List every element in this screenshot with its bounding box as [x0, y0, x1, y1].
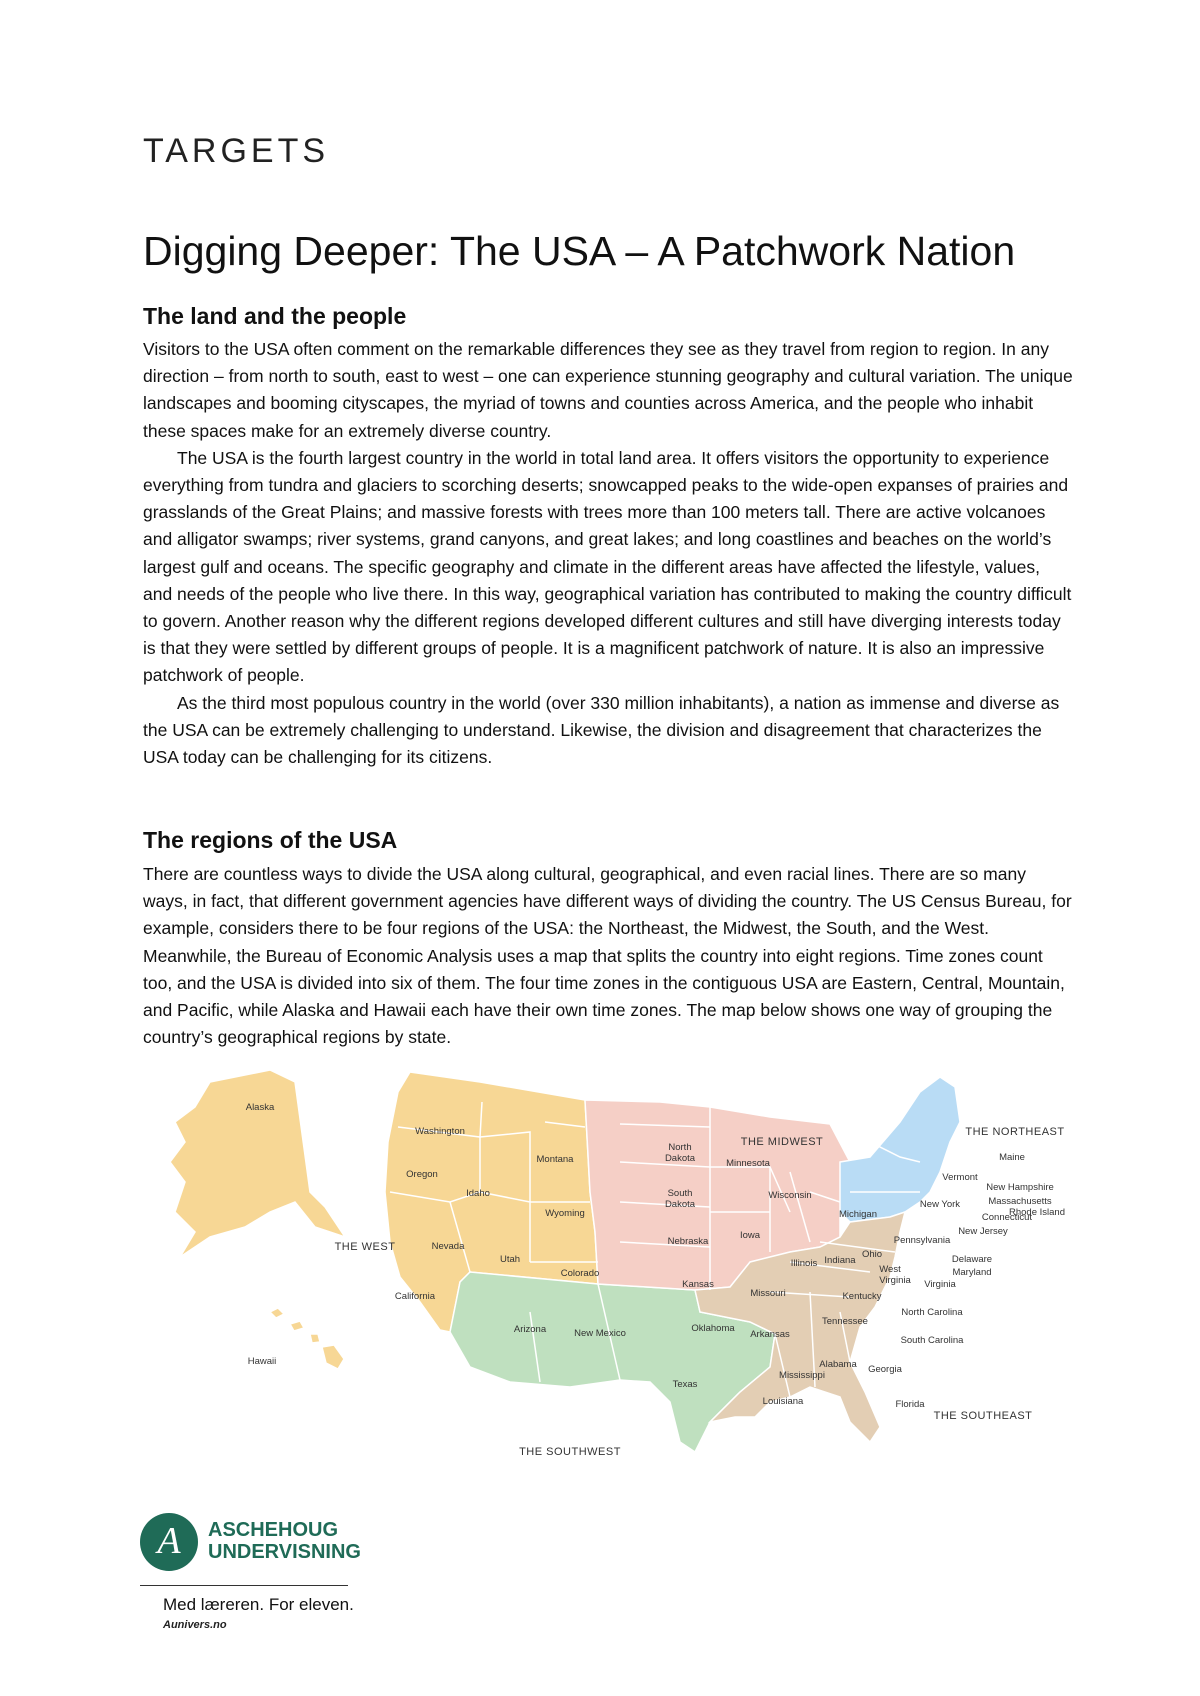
logo-line-1: ASCHEHOUG	[208, 1519, 339, 1541]
section-body-land-people	[143, 336, 1073, 771]
state-label-georgia: Georgia	[868, 1364, 902, 1375]
state-label-new-york: New York	[919, 1199, 961, 1210]
aschehoug-logo	[140, 1513, 360, 1573]
state-label-wyoming: Wyoming	[545, 1208, 585, 1219]
state-label-south-dakota-2: Dakota	[664, 1199, 696, 1210]
paragraph: The USA is the fourth largest country in the world in total land area. It offers visitors the opportunity to experience everything from tundra and glaciers to scorching deserts; snowcapped peaks to the wide-open expanses of prairies and grasslands of the Great Plains; and massive forests with trees more than 100 meters tall. There are active volcanoes and alligator swamps; river systems, grand canyons, and great lakes; and long coastlines and beaches on the world’s largest gulf and oceans. The specific geography and climate in the different areas have affected the lifestyle, values, and needs of the people who live there. In this way, geographical variation has contributed to making the country difficult to govern. Another reason why the different regions developed different cultures and still have diverging interests today is that they were settled by different groups of people. It is a magnificent patchwork of nature. It is also an impressive patchwork of people.	[143, 447, 1072, 686]
state-label-illinois: Illinois	[790, 1258, 818, 1269]
logo-wordmark	[208, 1519, 361, 1563]
region-label-southeast: THE SOUTHEAST	[933, 1410, 1033, 1422]
state-label-tennessee: Tennessee	[822, 1316, 868, 1327]
state-label-arkansas: Arkansas	[750, 1329, 790, 1340]
state-label-hawaii: Hawaii	[247, 1356, 277, 1367]
state-label-north-dakota-1: North	[668, 1142, 692, 1153]
footer-tagline: Med læreren. For eleven.	[163, 1595, 354, 1614]
footer-url: Aunivers.no	[163, 1619, 227, 1631]
state-label-oregon: Oregon	[406, 1169, 438, 1180]
state-label-new-mexico: New Mexico	[574, 1328, 626, 1339]
state-label-texas: Texas	[672, 1379, 698, 1390]
hawaii-shape	[270, 1308, 344, 1369]
state-label-pennsylvania: Pennsylvania	[893, 1235, 951, 1246]
logo-mark-icon: A	[140, 1513, 198, 1571]
paragraph: There are countless ways to divide the USA along cultural, geographical, and even racial lines. There are so many ways, in fact, that different government agencies have different ways of dividing the country. The US Census Bureau, for example, considers there to be four regions of the USA: the Northeast, the Midwest, the South, and the West. Meanwhile, the Bureau of Economic Analysis uses a map that splits the country into eight regions. Time zones count too, and the USA is divided into six of them. The four time zones in the contiguous USA are Eastern, Central, Mountain, and Pacific, while Alaska and Hawaii each have their own time zones. The map below shows one way of grouping the country’s geographical regions by state.	[143, 864, 1072, 1048]
state-label-kansas: Kansas	[682, 1279, 714, 1290]
state-label-louisiana: Louisiana	[762, 1396, 804, 1407]
state-label-north-carolina: North Carolina	[901, 1307, 963, 1318]
state-label-indiana: Indiana	[824, 1255, 856, 1266]
section-body-regions	[143, 861, 1073, 1051]
state-label-north-dakota-2: Dakota	[664, 1153, 696, 1164]
state-label-maine: Maine	[999, 1152, 1025, 1163]
state-label-west-virginia-1: West	[879, 1264, 901, 1275]
alaska-shape	[170, 1070, 345, 1257]
state-label-rhode-island: Rhode Island	[1009, 1207, 1065, 1218]
us-regions-map	[150, 1062, 1070, 1502]
state-label-missouri: Missouri	[750, 1288, 786, 1299]
region-label-northeast: THE NORTHEAST	[965, 1126, 1065, 1138]
logo-line-2: UNDERVISNING	[208, 1541, 361, 1563]
state-label-washington: Washington	[415, 1126, 465, 1137]
state-label-delaware: Delaware	[951, 1254, 993, 1265]
state-label-new-jersey: New Jersey	[958, 1226, 1008, 1237]
state-label-michigan: Michigan	[838, 1209, 878, 1220]
region-label-southwest: THE SOUTHWEST	[519, 1446, 621, 1458]
footer-divider	[140, 1585, 348, 1586]
state-label-utah: Utah	[499, 1254, 521, 1265]
state-label-idaho: Idaho	[466, 1188, 490, 1199]
state-label-oklahoma: Oklahoma	[691, 1323, 735, 1334]
state-label-nebraska: Nebraska	[667, 1236, 709, 1247]
region-label-midwest: THE MIDWEST	[740, 1136, 824, 1148]
state-label-ohio: Ohio	[861, 1249, 883, 1260]
state-label-arizona: Arizona	[513, 1324, 547, 1335]
paragraph: As the third most populous country in the world (over 330 million inhabitants), a nation as immense and diverse as the USA can be extremely challenging to understand. Likewise, the division and disagreement that characterizes the USA today can be challenging for its citizens.	[143, 692, 1060, 768]
region-label-west: THE WEST	[334, 1241, 396, 1253]
section-heading-regions: The regions of the USA	[143, 827, 398, 853]
state-label-connecticut: Connecticut	[981, 1212, 1033, 1223]
paragraph: Visitors to the USA often comment on the remarkable differences they see as they travel from region to region. In any direction – from north to south, east to west – one can experience stunning geography and cultural variation. The unique landscapes and booming cityscapes, the myriad of towns and counties across America, and the people who inhabit these spaces make for an extremely diverse country.	[143, 339, 1073, 441]
state-label-south-dakota-1: South	[667, 1188, 693, 1199]
state-label-california: California	[394, 1291, 436, 1302]
state-label-wisconsin: Wisconsin	[768, 1190, 812, 1201]
publication-brand: TARGETS	[143, 132, 330, 170]
state-label-maryland: Maryland	[952, 1267, 992, 1278]
state-label-alabama: Alabama	[819, 1359, 857, 1370]
page-title: Digging Deeper: The USA – A Patchwork Nation	[143, 228, 1016, 274]
state-label-vermont: Vermont	[942, 1172, 978, 1183]
state-label-iowa: Iowa	[739, 1230, 761, 1241]
state-label-montana: Montana	[536, 1154, 574, 1165]
state-label-south-carolina: South Carolina	[900, 1335, 964, 1346]
state-label-west-virginia-2: Virginia	[879, 1275, 911, 1286]
state-label-kentucky: Kentucky	[842, 1291, 882, 1302]
state-label-mississippi: Mississippi	[779, 1370, 825, 1381]
state-label-alaska: Alaska	[245, 1102, 275, 1113]
section-heading-land-people: The land and the people	[143, 303, 407, 329]
state-label-nevada: Nevada	[431, 1241, 465, 1252]
state-label-new-hampshire: New Hampshire	[986, 1182, 1054, 1193]
us-map-svg	[150, 1062, 1070, 1502]
state-label-florida: Florida	[895, 1399, 925, 1410]
state-label-massachusetts: Massachusetts	[988, 1196, 1052, 1207]
state-label-virginia: Virginia	[924, 1279, 956, 1290]
state-label-colorado: Colorado	[560, 1268, 600, 1279]
state-label-minnesota: Minnesota	[726, 1158, 770, 1169]
